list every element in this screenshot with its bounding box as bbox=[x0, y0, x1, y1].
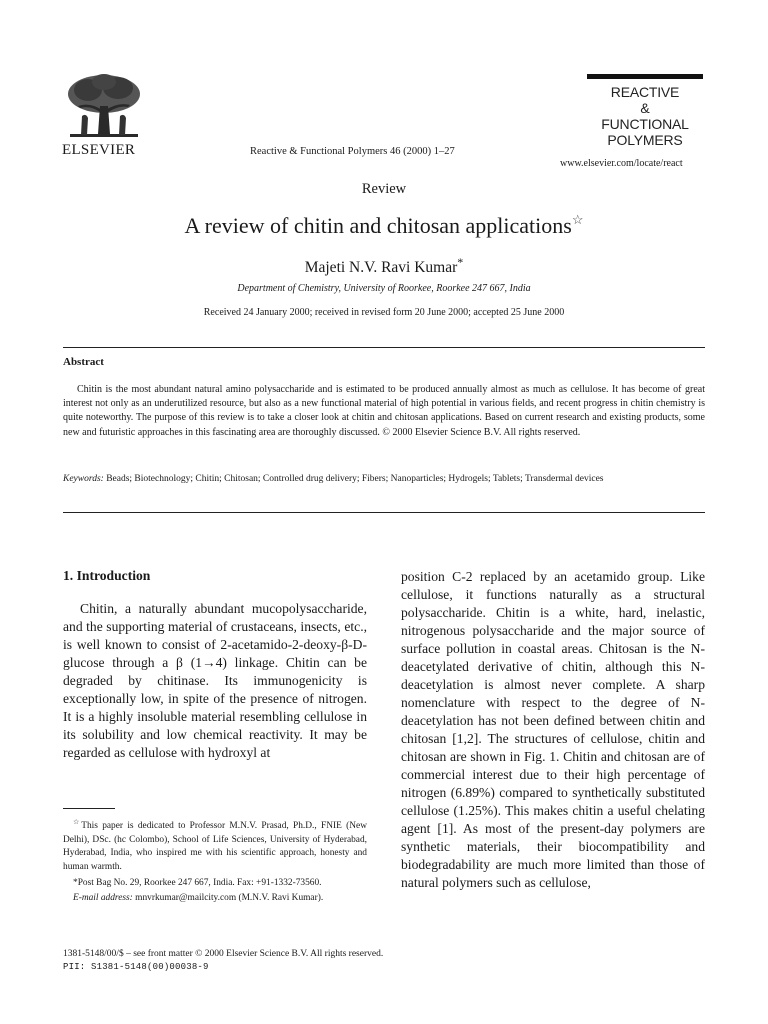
abstract-heading: Abstract bbox=[63, 356, 104, 368]
footnote-asterisk-mark: * bbox=[73, 877, 78, 888]
footnote-contact bbox=[63, 877, 367, 891]
footnote-dedication bbox=[63, 816, 367, 875]
abstract-bottom-divider bbox=[63, 512, 705, 513]
keywords-list: Beads; Biotechnology; Chitin; Chitosan; Controlled drug delivery; Fibers; Nanoparticles; Hydrogels; Tablets; Transdermal devices bbox=[106, 474, 604, 484]
email-address-link[interactable]: mnvrkumar@mailcity.com (M.N.V. Ravi Kumar). bbox=[135, 893, 324, 904]
publisher-name: ELSEVIER bbox=[62, 142, 136, 158]
author-footnote-mark[interactable]: * bbox=[457, 255, 464, 269]
footnotes bbox=[63, 816, 367, 908]
abstract-top-divider bbox=[63, 347, 705, 348]
author-name-text[interactable]: Majeti N.V. Ravi Kumar bbox=[304, 259, 458, 276]
journal-logo-text bbox=[587, 79, 703, 151]
article-type: Review bbox=[361, 181, 407, 197]
elsevier-tree-icon bbox=[64, 72, 144, 142]
received-dates: Received 24 January 2000; received in revised form 20 June 2000; accepted 25 June 2000 bbox=[203, 307, 565, 318]
footnote-contact-text: Post Bag No. 29, Roorkee 247 667, India. Fax: +91-1332-73560. bbox=[77, 877, 322, 888]
journal-url-link[interactable]: www.elsevier.com/locate/react bbox=[560, 158, 683, 169]
author-affiliation: Department of Chemistry, University of Roorkee, Roorkee 247 667, India bbox=[237, 283, 531, 294]
abstract-text: Chitin is the most abundant natural amino polysaccharide and is estimated to be produced annually almost as much as cellulose. It has become of great interest not only as an underutilized resource, but also as a new functional material of high potential in various fields, and recent progress in chitin chemistry is quite noteworthy. The purpose of this review is to take a closer look at chitin and chitosan applications. Based on current research and existing products, some new and futuristic approaches in this fascinating area are thoroughly discussed. © 2000 Elsevier Science B.V. All rights reserved. bbox=[63, 384, 705, 438]
body-paragraph: position C-2 replaced by an acetamido group. Like cellulose, it functions naturally as a structural polysaccharide. Chitin is a white, hard, inelastic, nitrogenous polysaccharide and the major source of surface pollution in coastal areas. Chitosan is the N-deacetylated derivative of chitin, although this N-deacetylation is almost never complete. A sharp nomenclature with respect to the degree of N-deacetylation has not been defined between chitin and chitosan [1,2]. The structures of cellulose, chitin and chitosan are shown in Fig. 1. Chitin and chitosan are of commercial interest due to their high percentage of nitrogen (6.89%) compared to synthetically substituted cellulose (1.25%). This makes chitin a useful chelating agent [1]. As most of the present-day polymers are synthetic materials, their biocompatibility and biodegradability are much more limited than those of natural polymers such as cellulose, bbox=[401, 569, 705, 890]
pii-line: PII: S1381-5148(00)00038-9 bbox=[63, 962, 209, 972]
footnote-divider bbox=[63, 808, 115, 809]
title-footnote-star-icon[interactable]: ☆ bbox=[571, 212, 584, 227]
footnote-email bbox=[63, 892, 367, 906]
body-column-right bbox=[401, 568, 705, 892]
article-title bbox=[0, 212, 768, 239]
journal-logo bbox=[587, 74, 703, 151]
journal-logo-line: REACTIVE bbox=[610, 84, 680, 100]
body-column-left bbox=[63, 600, 367, 762]
elsevier-logo bbox=[62, 72, 146, 158]
body-paragraph: Chitin, a naturally abundant mucopolysaccharide, and the supporting material of crustaceans, insects, etc., is well known to consist of 2-acetamido-2-deoxy-β-D-glucose through a β (1→4) linkage. Chitin can be degraded by chitinase. Its immunogenicity is exceptionally low, in spite of the presence of nitrogen. It is a highly insoluble material resembling cellulose in its solubility and low chemical reactivity. It may be regarded as cellulose with hydroxyl at bbox=[63, 601, 367, 760]
footnote-star-mark: ☆ bbox=[73, 818, 82, 826]
author-name bbox=[0, 255, 768, 277]
journal-logo-line: & bbox=[640, 100, 650, 116]
issn-line: 1381-5148/00/$ – see front matter © 2000 Elsevier Science B.V. All rights reserved. bbox=[63, 949, 384, 959]
page-footer bbox=[63, 948, 383, 974]
section-heading: 1. Introduction bbox=[63, 568, 151, 583]
journal-logo-line: FUNCTIONAL bbox=[601, 116, 689, 132]
journal-reference: Reactive & Functional Polymers 46 (2000) 1–27 bbox=[250, 146, 455, 157]
keywords bbox=[63, 473, 705, 486]
journal-logo-line: POLYMERS bbox=[607, 132, 683, 148]
keywords-label: Keywords: bbox=[63, 474, 104, 484]
article-title-text: A review of chitin and chitosan applications bbox=[184, 213, 572, 238]
footnote-dedication-text: This paper is dedicated to Professor M.N.V. Prasad, Ph.D., FNIE (New Delhi), DSc. (hc Colombo), School of Life Sciences, University of Hyderabad, Hyderabad, India, who inspired me with his scientific approach, honesty and human warmth. bbox=[63, 821, 367, 872]
email-label: E-mail address: bbox=[73, 893, 133, 904]
